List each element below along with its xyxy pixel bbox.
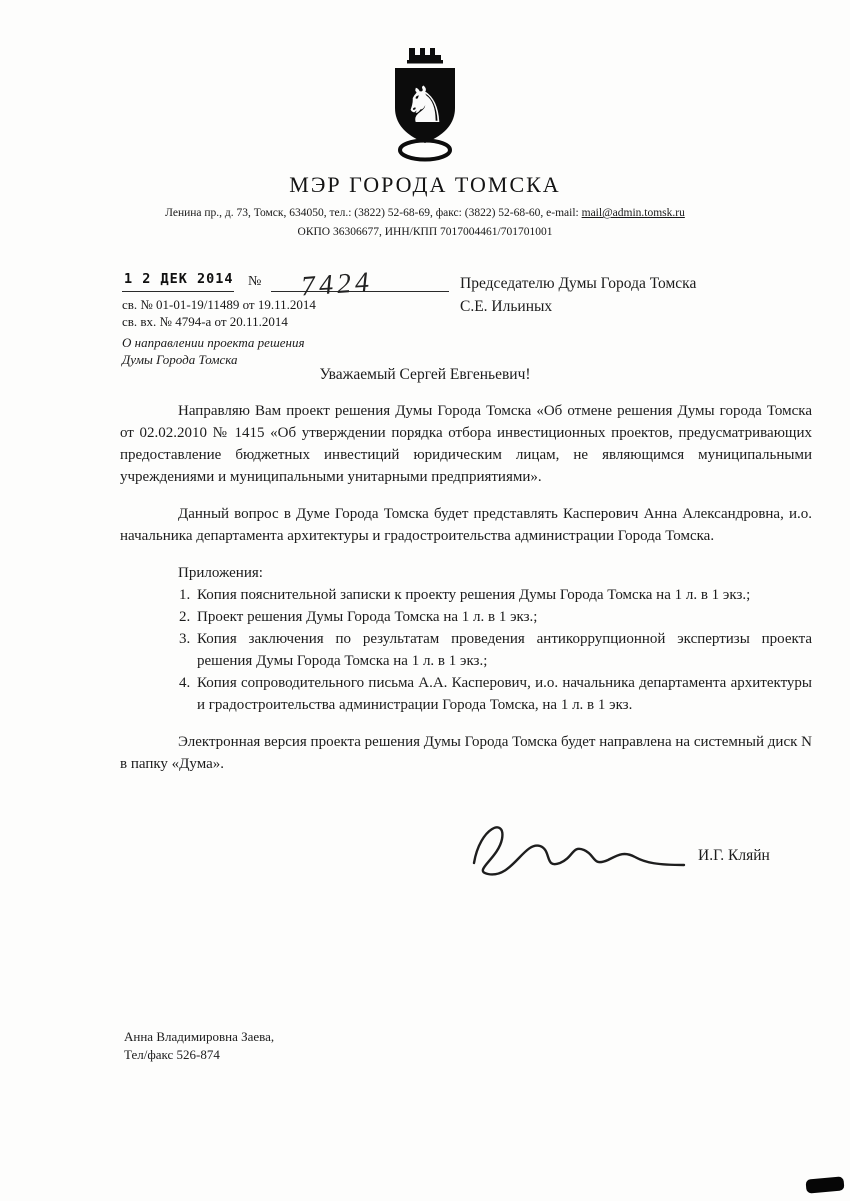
- attachment-item: 2. Проект решения Думы Города Томска на 1 л. в 1 экз.;: [194, 606, 812, 628]
- number-blank-line: [271, 266, 449, 303]
- org-name: МЭР ГОРОДА ТОМСКА: [289, 172, 561, 197]
- number-label: №: [248, 274, 262, 289]
- recipient-title: Председателю Думы Города Томска: [460, 275, 697, 292]
- tomsk-coat-of-arms-icon: [378, 42, 472, 166]
- handwritten-number: 7424: [300, 266, 375, 303]
- reference-block: [122, 260, 457, 368]
- letter-body: [120, 400, 812, 893]
- date-stamp: 1 2 ДЕК 2014: [124, 271, 234, 287]
- attachment-item: 4. Копия сопроводительного письма А.А. Касперович, и.о. начальника департамента архитектуры и градостроительства администрации Города Томска, на 1 л. в 1 экз.: [194, 672, 812, 716]
- attachments-list: [120, 584, 812, 716]
- salutation: Уважаемый Сергей Евгеньевич!: [319, 366, 531, 383]
- svg-text:♞: ♞: [402, 76, 448, 134]
- reference-line-2: св. вх. № 4794-а от 20.11.2014: [122, 314, 288, 329]
- org-address-line: [0, 207, 850, 219]
- signer-name: И.Г. Кляйн: [698, 847, 770, 864]
- paragraph-2: Данный вопрос в Думе Города Томска будет представлять Касперович Анна Александровна, и.о. начальника департамента архитектуры и градостроительства администрации Города Томска.: [120, 506, 812, 544]
- attachments-label: Приложения:: [178, 565, 263, 581]
- address-text: Ленина пр., д. 73, Томск, 634050, тел.: (3822) 52-68-69, факс: (3822) 52-68-60, e-mail:: [165, 207, 582, 219]
- paragraph-1: Направляю Вам проект решения Думы Города Томска «Об отмене решения Думы города Томска от 02.02.2010 № 1415 «Об утверждении порядка отбора инвестиционных проектов, предусматривающих предоставление бюджетных инвестиций юридическим лицам, не являющимся муниципальными учреждениями и муниципальными унитарными предприятиями».: [120, 403, 812, 485]
- signature-scribble-icon: [460, 813, 690, 885]
- reference-line-1: св. № 01-01-19/11489 от 19.11.2014: [122, 297, 316, 312]
- scan-corner-artifact: [805, 1176, 844, 1193]
- attachment-item: 1. Копия пояснительной записки к проекту решения Думы Города Томска на 1 л. в 1 экз.;: [194, 584, 812, 606]
- recipient-name: С.Е. Ильиных: [460, 298, 553, 315]
- org-codes-line: ОКПО 36306677, ИНН/КПП 7017004461/701701001: [297, 226, 553, 238]
- date-blank-line: [122, 268, 234, 292]
- letterhead: [0, 42, 850, 238]
- recipient-block: [460, 272, 696, 318]
- paragraph-3: Электронная версия проекта решения Думы Города Томска будет направлена на системный диск N в папку «Дума».: [120, 734, 812, 772]
- date-number-row: [122, 260, 457, 303]
- executor-name: Анна Владимировна Заева,: [124, 1029, 275, 1044]
- attachment-item: 3. Копия заключения по результатам проведения антикоррупционной экспертизы проекта решения Думы Города Томска на 1 л. в 1 экз.;: [194, 628, 812, 672]
- executor-phone: Тел/факс 526-874: [124, 1047, 220, 1062]
- signature-block: [120, 813, 812, 893]
- executor-block: [124, 1028, 274, 1064]
- subject-line-2: Думы Города Томска: [122, 352, 238, 367]
- subject-line-1: О направлении проекта решения: [122, 335, 305, 350]
- email-link: mail@admin.tomsk.ru: [581, 207, 685, 219]
